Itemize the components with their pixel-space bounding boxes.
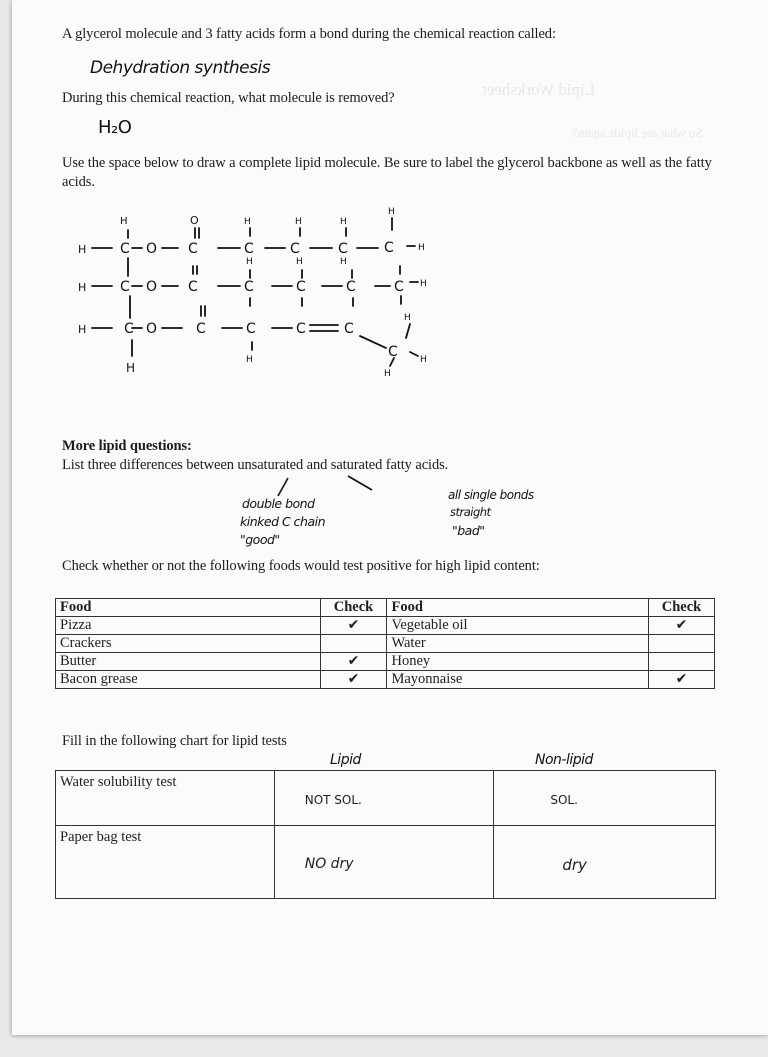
question-1-prompt: A glycerol molecule and 3 fatty acids form a bond during the chemical reaction called: <box>62 26 556 42</box>
check-cell[interactable]: ✔ <box>649 617 715 635</box>
check-cell[interactable]: ✔ <box>320 671 387 689</box>
table-row <box>56 617 715 635</box>
check-cell[interactable]: ✔ <box>649 671 715 689</box>
svg-text:H: H <box>78 243 87 256</box>
svg-text:C: C <box>120 279 130 295</box>
question-4-prompt: List three differences between unsaturated and saturated fatty acids. <box>62 457 449 473</box>
lipid-result: NOT SOL. <box>304 793 362 807</box>
svg-text:O: O <box>146 279 158 295</box>
table-row <box>56 653 715 671</box>
lipid-result-cell[interactable] <box>274 826 494 899</box>
lipid-column-label: Lipid <box>330 752 361 768</box>
svg-text:C: C <box>188 279 198 295</box>
check-cell[interactable] <box>649 635 715 653</box>
unsaturated-answer-line: "good" <box>240 532 280 547</box>
svg-text:C: C <box>196 321 206 337</box>
svg-text:H: H <box>340 257 347 267</box>
question-1-answer: Dehydration synthesis <box>90 58 271 78</box>
unsaturated-answer-line: kinked C chain <box>240 514 326 529</box>
svg-text:H: H <box>340 217 347 227</box>
svg-text:C: C <box>384 240 394 256</box>
table-header-row <box>56 599 715 617</box>
lipid-structure-drawing <box>70 200 440 390</box>
saturated-answer-line: straight <box>450 505 491 519</box>
svg-text:C: C <box>124 321 134 337</box>
check-cell[interactable] <box>649 653 715 671</box>
table-row <box>56 635 715 653</box>
non-lipid-result: SOL. <box>550 793 578 807</box>
question-2-answer: H₂O <box>98 117 132 138</box>
svg-text:H: H <box>404 313 411 323</box>
table-row <box>56 771 716 826</box>
question-6-prompt: Fill in the following chart for lipid tests <box>62 733 287 749</box>
lipid-tests-table <box>55 770 716 899</box>
svg-text:C: C <box>394 279 404 295</box>
column-header: Check <box>320 599 387 617</box>
svg-text:H: H <box>120 216 128 227</box>
svg-text:C: C <box>244 279 254 295</box>
svg-text:H: H <box>418 243 425 253</box>
svg-text:H: H <box>295 217 302 227</box>
svg-text:C: C <box>346 279 356 295</box>
check-cell[interactable]: ✔ <box>320 617 387 635</box>
svg-text:O: O <box>146 321 158 337</box>
check-cell[interactable]: ✔ <box>320 653 387 671</box>
saturated-answer-line: "bad" <box>452 523 485 538</box>
svg-text:H: H <box>384 369 391 379</box>
column-header: Food <box>56 599 321 617</box>
svg-text:C: C <box>296 279 306 295</box>
svg-text:C: C <box>188 241 198 257</box>
svg-text:C: C <box>388 344 398 360</box>
food-cell: Pizza <box>56 617 321 635</box>
test-name-cell: Water solubility test <box>56 771 275 826</box>
svg-text:H: H <box>126 361 136 375</box>
food-cell: Crackers <box>56 635 321 653</box>
section-heading: More lipid questions: <box>62 438 192 454</box>
svg-text:C: C <box>244 241 254 257</box>
bleed-through-text: Lipid Worksheet <box>482 80 596 99</box>
question-2-prompt: During this chemical reaction, what molecule is removed? <box>62 90 395 106</box>
bleed-through-text: So what are lipids again? <box>572 125 703 140</box>
svg-text:H: H <box>296 257 303 267</box>
column-header: Food <box>387 599 649 617</box>
svg-text:C: C <box>296 321 306 337</box>
svg-text:C: C <box>120 241 130 257</box>
svg-text:O: O <box>146 241 158 257</box>
column-header: Check <box>649 599 715 617</box>
non-lipid-column-label: Non-lipid <box>535 752 593 768</box>
lipid-result: NO dry <box>304 856 354 872</box>
svg-text:C: C <box>290 241 300 257</box>
food-cell: Mayonnaise <box>387 671 649 689</box>
svg-text:H: H <box>246 257 253 267</box>
svg-text:C: C <box>344 321 354 337</box>
svg-text:H: H <box>420 355 427 365</box>
lipid-result-cell[interactable] <box>274 771 494 826</box>
food-cell: Bacon grease <box>56 671 321 689</box>
table-row <box>56 826 716 899</box>
svg-text:C: C <box>338 241 348 257</box>
non-lipid-result-cell[interactable] <box>494 826 716 899</box>
saturated-answer-line: all single bonds <box>448 488 534 502</box>
svg-text:H: H <box>420 279 427 289</box>
check-cell[interactable] <box>320 635 387 653</box>
non-lipid-result: dry <box>562 856 587 874</box>
test-name-cell: Paper bag test <box>56 826 275 899</box>
svg-text:H: H <box>78 323 87 336</box>
food-cell: Honey <box>387 653 649 671</box>
food-cell: Water <box>387 635 649 653</box>
food-lipid-table <box>55 598 715 689</box>
unsaturated-answer-line: double bond <box>242 496 315 511</box>
svg-text:O: O <box>190 214 199 227</box>
svg-text:H: H <box>244 217 251 227</box>
question-3-prompt: Use the space below to draw a complete lipid molecule. Be sure to label the glycerol backbone as well as the fatty acids. <box>62 155 712 190</box>
svg-text:C: C <box>246 321 256 337</box>
non-lipid-result-cell[interactable] <box>494 771 716 826</box>
question-5-prompt: Check whether or not the following foods would test positive for high lipid content: <box>62 558 540 574</box>
svg-text:H: H <box>246 355 253 365</box>
food-cell: Vegetable oil <box>387 617 649 635</box>
svg-text:H: H <box>388 207 395 217</box>
food-cell: Butter <box>56 653 321 671</box>
table-row <box>56 671 715 689</box>
svg-text:H: H <box>78 281 87 294</box>
